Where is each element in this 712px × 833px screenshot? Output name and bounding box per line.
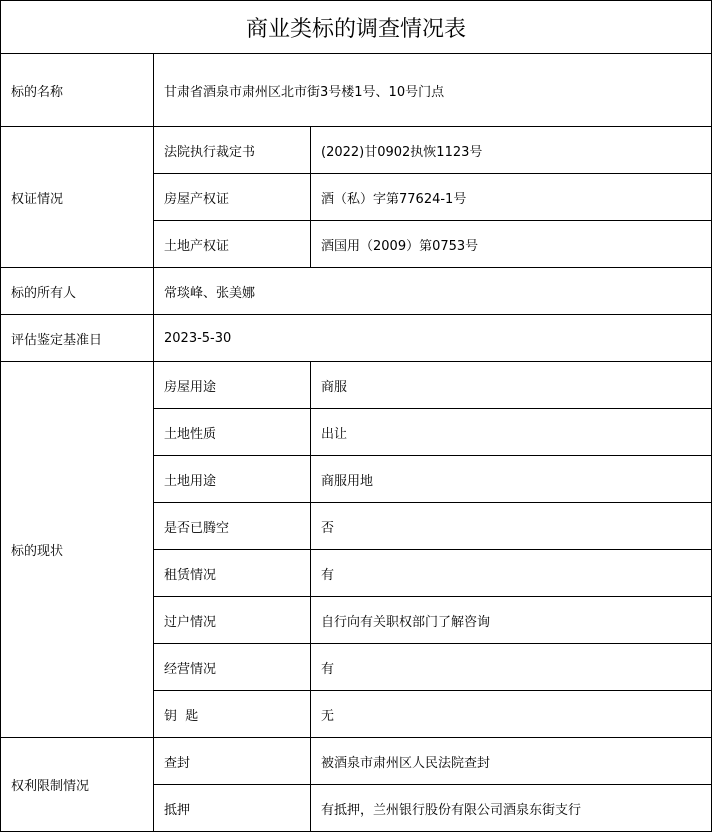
rights-house-cert-value: 酒（私）字第77624-1号: [311, 174, 712, 221]
rights-court-ruling-value: (2022)甘0902执恢1123号: [311, 127, 712, 174]
restrictions-mortgage-key: 抵押: [154, 785, 311, 832]
restrictions-mortgage-value: 有抵押，兰州银行股份有限公司酒泉东街支行: [311, 785, 712, 832]
status-vacated-key: 是否已腾空: [154, 503, 311, 550]
status-vacated-value: 否: [311, 503, 712, 550]
status-land-use-value: 商服用地: [311, 456, 712, 503]
status-operation-value: 有: [311, 644, 712, 691]
appraisal-date-value: 2023-5-30: [154, 315, 712, 362]
restrictions-seizure-value: 被酒泉市肃州区人民法院查封: [311, 738, 712, 785]
status-label: 标的现状: [1, 362, 154, 738]
owner-label: 标的所有人: [1, 268, 154, 315]
status-keys-value: 无: [311, 691, 712, 738]
status-transfer-value: 自行向有关职权部门了解咨询: [311, 597, 712, 644]
status-transfer-key: 过户情况: [154, 597, 311, 644]
rights-land-cert-key: 土地产权证: [154, 221, 311, 268]
rights-land-cert-value: 酒国用（2009）第0753号: [311, 221, 712, 268]
status-lease-value: 有: [311, 550, 712, 597]
owner-value: 常琰峰、张美娜: [154, 268, 712, 315]
rights-label: 权证情况: [1, 127, 154, 268]
table-title: 商业类标的调查情况表: [1, 1, 712, 54]
appraisal-date-label: 评估鉴定基准日: [1, 315, 154, 362]
status-land-nature-value: 出让: [311, 409, 712, 456]
status-house-use-value: 商服: [311, 362, 712, 409]
restrictions-label: 权利限制情况: [1, 738, 154, 832]
status-lease-key: 租赁情况: [154, 550, 311, 597]
subject-name-label: 标的名称: [1, 54, 154, 127]
rights-house-cert-key: 房屋产权证: [154, 174, 311, 221]
rights-court-ruling-key: 法院执行裁定书: [154, 127, 311, 174]
status-land-use-key: 土地用途: [154, 456, 311, 503]
status-operation-key: 经营情况: [154, 644, 311, 691]
restrictions-seizure-key: 查封: [154, 738, 311, 785]
status-house-use-key: 房屋用途: [154, 362, 311, 409]
status-keys-key: 钥 匙: [154, 691, 311, 738]
status-land-nature-key: 土地性质: [154, 409, 311, 456]
subject-name-value: 甘肃省酒泉市肃州区北市街3号楼1号、10号门点: [154, 54, 712, 127]
